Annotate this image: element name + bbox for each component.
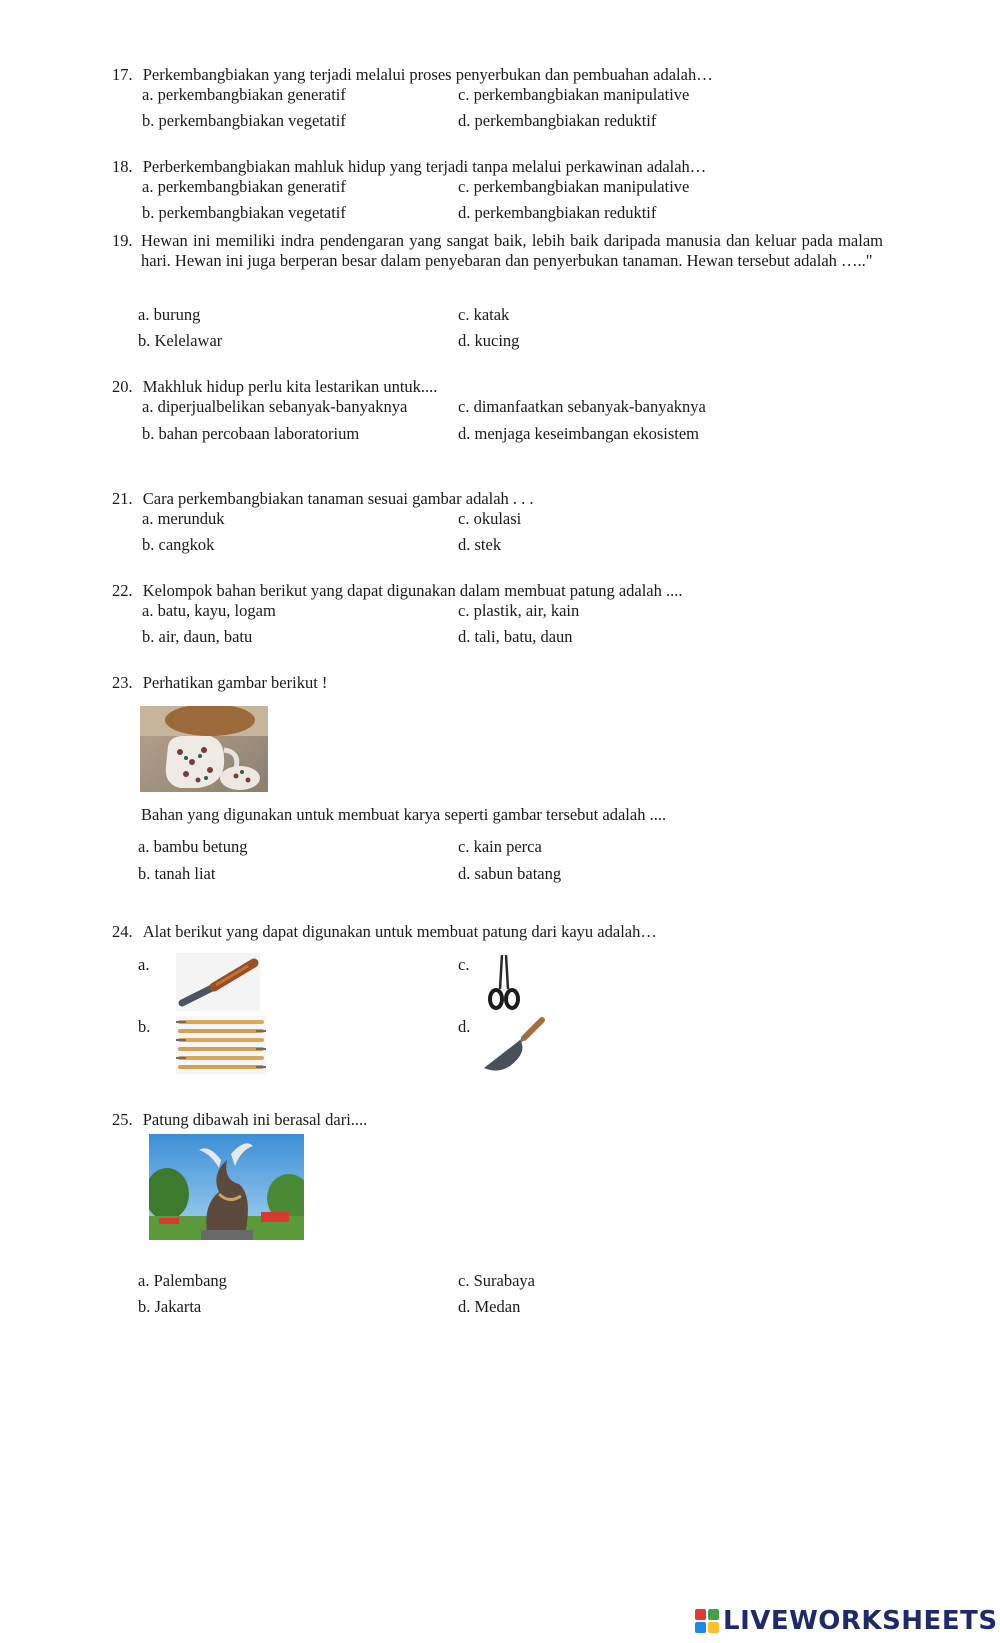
option-d-letter[interactable]: d. [458,1017,471,1036]
brand-name: LIVEWORKSHEETS [723,1606,998,1636]
option-a[interactable] [138,305,200,325]
liveworksheets-logo[interactable] [695,1605,998,1637]
question-number: 19. [112,231,133,250]
option-a[interactable] [142,397,407,417]
option-letter: c. [458,305,470,324]
option-a[interactable] [142,177,346,197]
option-text: kucing [474,331,520,350]
option-letter: b. [138,331,151,350]
option-letter: a. [142,177,154,196]
option-b[interactable] [138,1297,201,1317]
option-letter: c. [458,509,470,528]
question-25 [112,1110,367,1130]
option-letter: d. [458,203,471,222]
option-text: Palembang [153,1271,227,1290]
option-letter: c. [458,1271,470,1290]
question-17 [112,65,713,85]
option-text: Medan [474,1297,521,1316]
option-letter: d. [458,627,471,646]
option-letter: d. [458,424,471,443]
question-text: Perkembangbiakan yang terjadi melalui proses penyerbukan dan pembuahan adalah… [142,65,713,84]
option-d[interactable] [458,627,573,647]
option-text: kain perca [473,837,542,856]
option-letter: d. [458,1297,471,1316]
option-letter: b. [138,1297,151,1316]
option-a[interactable] [142,601,276,621]
option-a[interactable] [138,837,248,857]
option-c[interactable] [458,397,706,417]
option-b[interactable] [142,627,252,647]
option-letter: a. [138,1271,150,1290]
question-23 [112,673,327,693]
question-text: Patung dibawah ini berasal dari.... [142,1110,368,1129]
option-c[interactable] [458,837,542,857]
scissors-image[interactable] [486,953,522,1013]
question-21 [112,489,534,509]
option-c[interactable] [458,85,689,105]
option-letter: b. [142,424,155,443]
option-text: plastik, air, kain [473,601,580,620]
option-letter: a. [142,397,154,416]
option-text: bahan percobaan laboratorium [158,424,360,443]
option-text: perkembangbiakan manipulative [473,85,690,104]
question-number: 18. [112,157,133,176]
option-d[interactable] [458,864,561,884]
question-text: Perhatikan gambar berikut ! [142,673,328,692]
option-c[interactable] [458,177,689,197]
option-letter: a. [142,85,154,104]
option-text: Kelelawar [154,331,223,350]
option-text: dimanfaatkan sebanyak-banyaknya [473,397,706,416]
option-b[interactable] [142,111,346,131]
option-text: Surabaya [473,1271,535,1290]
option-text: perkembangbiakan generatif [157,85,346,104]
option-letter: a. [138,837,150,856]
option-text: air, daun, batu [158,627,253,646]
option-letter: b. [142,535,155,554]
logo-grid-icon [695,1609,719,1633]
option-c[interactable] [458,509,521,529]
option-letter: c. [458,601,470,620]
option-text: merunduk [157,509,225,528]
option-letter: a. [142,509,154,528]
option-a[interactable] [138,1271,227,1291]
option-c[interactable] [458,305,509,325]
option-text: perkembangbiakan reduktif [474,203,657,222]
option-text: katak [473,305,510,324]
option-text: perkembangbiakan reduktif [474,111,657,130]
question-text: Alat berikut yang dapat digunakan untuk membuat patung dari kayu adalah… [142,922,657,941]
option-text: perkembangbiakan vegetatif [158,111,346,130]
option-a-letter[interactable]: a. [138,955,150,974]
option-text: diperjualbelikan sebanyak-banyaknya [157,397,408,416]
option-b[interactable] [142,203,346,223]
option-letter: c. [458,85,470,104]
option-letter: a. [138,305,150,324]
option-b-letter[interactable]: b. [138,1017,151,1036]
option-text: perkembangbiakan manipulative [473,177,690,196]
option-text: bambu betung [153,837,248,856]
question-22 [112,581,683,601]
option-text: menjaga keseimbangan ekosistem [474,424,700,443]
question-number: 21. [112,489,133,508]
option-a[interactable] [142,85,346,105]
question-number: 25. [112,1110,133,1129]
option-letter: a. [142,601,154,620]
option-text: stek [474,535,502,554]
ceramic-jug-image [140,706,268,792]
option-letter: b. [142,111,155,130]
option-b[interactable] [138,331,222,351]
question-18 [112,157,706,177]
question-number: 17. [112,65,133,84]
option-text: perkembangbiakan vegetatif [158,203,346,222]
option-text: tali, batu, daun [474,627,573,646]
option-letter: d. [458,535,471,554]
option-text: batu, kayu, logam [157,601,276,620]
option-d[interactable] [458,203,656,223]
option-c[interactable] [458,601,579,621]
chisel-image[interactable] [176,953,260,1011]
question-19-text: Hewan ini memiliki indra pendengaran yang sangat baik, lebih baik daripada manusia dan keluar pada malam hari. Hewan ini juga berperan besar dalam penyebaran dan penyerbukan tanaman. Hewan tersebut adalah ….." [141,231,883,270]
carving-tools-set-image[interactable] [176,1016,266,1074]
option-letter: c. [458,177,470,196]
option-b[interactable] [142,424,359,444]
question-number: 23. [112,673,133,692]
option-text: cangkok [158,535,215,554]
question-24 [112,922,657,942]
option-d[interactable] [458,111,656,131]
question-text: Perberkembangbiakan mahluk hidup yang terjadi tanpa melalui perkawinan adalah… [142,157,707,176]
question-text: Makhluk hidup perlu kita lestarikan untuk.... [142,377,438,396]
option-letter: b. [142,203,155,222]
option-text: okulasi [473,509,522,528]
option-d[interactable] [458,331,519,351]
monument-statue-image [149,1134,304,1240]
option-b[interactable] [142,535,214,555]
option-text: burung [153,305,201,324]
question-text: Kelompok bahan berikut yang dapat digunakan dalam membuat patung adalah .... [142,581,683,600]
option-b[interactable] [138,864,215,884]
option-d[interactable] [458,1297,520,1317]
option-text: sabun batang [474,864,562,883]
question-number: 20. [112,377,133,396]
option-letter: d. [458,864,471,883]
option-letter: b. [142,627,155,646]
option-text: perkembangbiakan generatif [157,177,346,196]
option-letter: d. [458,331,471,350]
option-d[interactable] [458,424,699,444]
option-text: tanah liat [154,864,216,883]
option-text: Jakarta [154,1297,202,1316]
option-c[interactable] [458,1271,535,1291]
option-letter: b. [138,864,151,883]
question-23-subtext: Bahan yang digunakan untuk membuat karya seperti gambar tersebut adalah .... [141,805,667,824]
option-c-letter[interactable]: c. [458,955,470,974]
option-letter: c. [458,837,470,856]
option-d[interactable] [458,535,501,555]
question-text: Cara perkembangbiakan tanaman sesuai gambar adalah . . . [142,489,534,508]
question-number: 22. [112,581,133,600]
option-letter: d. [458,111,471,130]
question-number: 24. [112,922,133,941]
question-20 [112,377,437,397]
option-a[interactable] [142,509,224,529]
option-letter: c. [458,397,470,416]
trowel-image[interactable] [480,1016,548,1076]
